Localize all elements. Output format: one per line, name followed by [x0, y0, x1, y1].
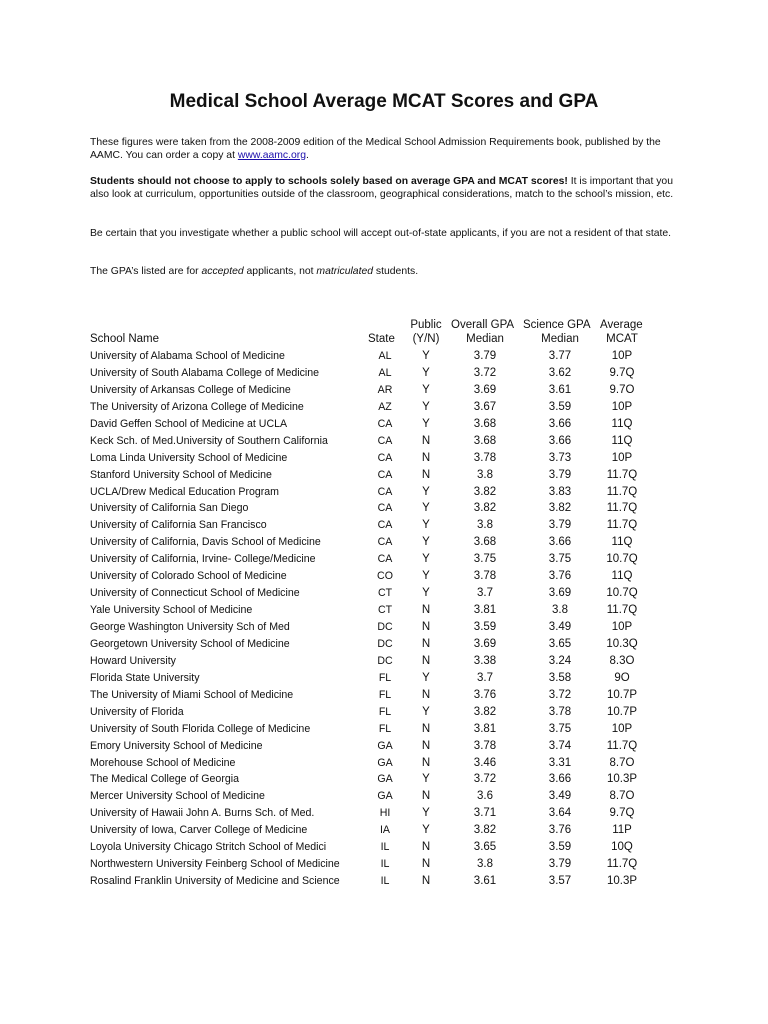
table-row [0, 399, 768, 416]
mcat-cell: 11.7Q [606, 739, 638, 752]
mcat-cell: 9O [614, 671, 630, 684]
state-cell: CA [377, 553, 393, 566]
header-overall-median: Median [466, 333, 504, 345]
public-cell: N [421, 756, 431, 769]
header-overall-gpa: Overall GPA [451, 319, 515, 331]
state-cell: CA [377, 417, 393, 430]
table-row [0, 755, 768, 772]
school-name-cell: The University of Miami School of Medicine [90, 688, 294, 701]
overall-gpa-cell: 3.67 [473, 400, 497, 413]
science-gpa-cell: 3.78 [548, 705, 572, 718]
mcat-cell: 10P [611, 350, 633, 362]
public-cell: N [421, 858, 431, 871]
public-cell: N [421, 451, 431, 464]
table-row [0, 517, 768, 534]
table-row [0, 805, 768, 822]
mcat-cell: 10.3P [606, 773, 638, 786]
state-cell: CA [377, 536, 393, 549]
school-name-cell: Emory University School of Medicine [90, 739, 263, 752]
overall-gpa-cell: 3.7 [477, 587, 493, 600]
mcat-cell: 9.7O [609, 383, 635, 396]
overall-gpa-cell: 3.68 [473, 536, 497, 549]
state-cell: DC [377, 637, 393, 650]
school-name-cell: University of Arkansas College of Medicine [90, 383, 291, 396]
table-row [0, 365, 768, 382]
overall-gpa-cell: 3.81 [473, 722, 497, 735]
table-row [0, 534, 768, 551]
overall-gpa-cell: 3.38 [473, 654, 497, 667]
mcat-cell: 8.7O [609, 756, 635, 769]
school-name-cell: University of Connecticut School of Medicine [90, 587, 300, 600]
header-public: Public [410, 319, 442, 331]
mcat-cell: 11Q [611, 570, 633, 583]
table-row [0, 738, 768, 755]
state-cell: CA [377, 485, 393, 498]
science-gpa-cell: 3.83 [548, 485, 572, 498]
overall-gpa-cell: 3.8 [477, 519, 493, 532]
mcat-cell: 11.7Q [606, 858, 638, 871]
public-cell: Y [422, 417, 430, 430]
science-gpa-cell: 3.74 [548, 739, 572, 752]
table-row [0, 873, 768, 890]
science-gpa-cell: 3.69 [548, 587, 572, 600]
overall-gpa-cell: 3.81 [473, 604, 497, 617]
school-name-cell: University of California San Diego [90, 502, 249, 515]
state-cell: HI [379, 807, 391, 820]
science-gpa-cell: 3.72 [548, 688, 572, 701]
science-gpa-cell: 3.66 [548, 434, 572, 447]
table-row [0, 602, 768, 619]
source-text: These figures were taken from the 2008-2009 edition of the Medical School Admission Requirements book, published by the AAMC. You can order a copy at [90, 137, 661, 161]
state-cell: GA [377, 739, 393, 752]
science-gpa-cell: 3.64 [548, 807, 572, 820]
mcat-cell: 10.3Q [606, 637, 638, 650]
table-row [0, 771, 768, 788]
table-row [0, 856, 768, 873]
school-name-cell: Georgetown University School of Medicine [90, 637, 290, 650]
mcat-cell: 10.7Q [606, 553, 638, 566]
public-cell: N [421, 604, 431, 617]
mcat-cell: 10.7P [606, 688, 638, 701]
mcat-cell: 10P [611, 400, 633, 413]
overall-gpa-cell: 3.72 [473, 366, 497, 379]
school-name-cell: Florida State University [90, 671, 200, 684]
mcat-cell: 10Q [611, 841, 633, 854]
overall-gpa-cell: 3.8 [477, 858, 493, 871]
school-name-cell: Mercer University School of Medicine [90, 790, 265, 803]
school-name-cell: Yale University School of Medicine [90, 604, 253, 617]
state-cell: IL [380, 858, 390, 871]
mcat-cell: 11.7Q [606, 468, 638, 481]
public-cell: Y [422, 553, 430, 566]
science-gpa-cell: 3.59 [548, 841, 572, 854]
state-cell: AR [377, 383, 393, 396]
science-gpa-cell: 3.73 [548, 451, 572, 464]
warning-paragraph [90, 176, 680, 201]
school-name-cell: Stanford University School of Medicine [90, 468, 272, 481]
overall-gpa-cell: 3.75 [473, 553, 497, 566]
mcat-cell: 11.7Q [606, 519, 638, 532]
public-cell: Y [422, 807, 430, 820]
science-gpa-cell: 3.79 [548, 519, 572, 532]
science-gpa-cell: 3.49 [548, 621, 572, 633]
gpa-note-matriculated: matriculated [316, 266, 374, 277]
overall-gpa-cell: 3.68 [473, 434, 497, 447]
state-cell: IL [380, 875, 390, 888]
state-cell: FL [378, 705, 392, 718]
state-cell: CA [377, 451, 393, 464]
science-gpa-cell: 3.79 [548, 468, 572, 481]
state-cell: AL [378, 366, 392, 379]
mcat-cell: 10P [611, 722, 633, 735]
science-gpa-cell: 3.31 [548, 756, 572, 769]
header-state: State [368, 333, 395, 345]
school-name-cell: George Washington University Sch of Med [90, 621, 290, 633]
overall-gpa-cell: 3.76 [473, 688, 497, 701]
table-row [0, 382, 768, 399]
public-cell: N [421, 621, 431, 633]
overall-gpa-cell: 3.69 [473, 383, 497, 396]
school-name-cell: The Medical College of Georgia [90, 773, 239, 786]
school-name-cell: University of California San Francisco [90, 519, 267, 532]
public-cell: Y [422, 400, 430, 413]
public-cell: Y [422, 587, 430, 600]
public-cell: N [421, 434, 431, 447]
header-average: Average [600, 319, 643, 331]
science-gpa-cell: 3.66 [548, 536, 572, 549]
table-row [0, 467, 768, 484]
science-gpa-cell: 3.65 [548, 637, 572, 650]
gpa-note-accepted: accepted [201, 266, 244, 277]
state-cell: GA [377, 756, 393, 769]
public-cell: Y [422, 502, 430, 515]
state-cell: CA [377, 434, 393, 447]
science-gpa-cell: 3.77 [548, 350, 572, 362]
state-cell: DC [377, 654, 393, 667]
overall-gpa-cell: 3.82 [473, 502, 497, 515]
overall-gpa-cell: 3.82 [473, 705, 497, 718]
overall-gpa-cell: 3.72 [473, 773, 497, 786]
header-yn: (Y/N) [412, 333, 440, 345]
public-cell: N [421, 875, 431, 888]
public-cell: Y [422, 383, 430, 396]
mcat-cell: 10.7Q [606, 587, 638, 600]
overall-gpa-cell: 3.78 [473, 451, 497, 464]
mcat-cell: 11Q [611, 417, 633, 430]
public-cell: Y [422, 824, 430, 837]
state-cell: DC [377, 621, 393, 633]
header-mcat: MCAT [606, 333, 638, 345]
public-cell: N [421, 841, 431, 854]
science-gpa-cell: 3.62 [548, 366, 572, 379]
state-cell: GA [377, 790, 393, 803]
table-row [0, 822, 768, 839]
school-name-cell: University of South Florida College of Medicine [90, 722, 311, 735]
table-row [0, 839, 768, 856]
school-name-cell: David Geffen School of Medicine at UCLA [90, 417, 288, 430]
page-title: Medical School Average MCAT Scores and GPA [169, 91, 599, 112]
table-row [0, 585, 768, 602]
overall-gpa-cell: 3.6 [477, 790, 493, 803]
state-cell: FL [378, 671, 392, 684]
state-cell: FL [378, 688, 392, 701]
mcat-cell: 8.3O [609, 654, 635, 667]
science-gpa-cell: 3.76 [548, 824, 572, 837]
overall-gpa-cell: 3.82 [473, 485, 497, 498]
school-name-cell: The University of Arizona College of Medicine [90, 400, 304, 413]
table-row [0, 568, 768, 585]
state-cell: CO [377, 570, 393, 583]
table-row [0, 450, 768, 467]
state-cell: GA [377, 773, 393, 786]
residency-paragraph: Be certain that you investigate whether a public school will accept out-of-state applicants, if you are not a resident of that state. [90, 228, 672, 239]
public-cell: Y [422, 570, 430, 583]
table-row [0, 416, 768, 433]
overall-gpa-cell: 3.46 [473, 756, 497, 769]
overall-gpa-cell: 3.8 [477, 468, 493, 481]
table-row [0, 551, 768, 568]
public-cell: N [421, 722, 431, 735]
mcat-cell: 9.7Q [609, 807, 635, 820]
mcat-cell: 10.7P [606, 705, 638, 718]
gpa-note-paragraph [90, 266, 680, 279]
school-name-cell: Northwestern University Feinberg School of Medicine [90, 858, 340, 871]
school-name-cell: Loyola University Chicago Stritch School of Medici [90, 841, 327, 854]
science-gpa-cell: 3.76 [548, 570, 572, 583]
state-cell: IA [379, 824, 390, 837]
school-name-cell: University of Colorado School of Medicine [90, 570, 287, 583]
mcat-cell: 11.7Q [606, 604, 638, 617]
overall-gpa-cell: 3.69 [473, 637, 497, 650]
mcat-cell: 11.7Q [606, 485, 638, 498]
overall-gpa-cell: 3.65 [473, 841, 497, 854]
aamc-link[interactable]: www.aamc.org [237, 149, 307, 161]
public-cell: Y [422, 485, 430, 498]
header-school-name: School Name [90, 333, 160, 345]
table-row [0, 636, 768, 653]
overall-gpa-cell: 3.68 [473, 417, 497, 430]
table-row [0, 653, 768, 670]
table-row [0, 721, 768, 738]
school-name-cell: University of South Alabama College of Medicine [90, 366, 320, 379]
state-cell: CA [377, 502, 393, 515]
overall-gpa-cell: 3.79 [473, 350, 497, 362]
mcat-cell: 11.7Q [606, 502, 638, 515]
warning-bold-text: Students should not choose to apply to schools solely based on average GPA and MCAT scores! [90, 176, 568, 187]
science-gpa-cell: 3.66 [548, 417, 572, 430]
science-gpa-cell: 3.57 [548, 875, 572, 888]
public-cell: Y [422, 519, 430, 532]
school-name-cell: University of Florida [90, 705, 184, 718]
school-name-cell: UCLA/Drew Medical Education Program [90, 485, 279, 498]
mcat-cell: 11Q [611, 536, 633, 549]
state-cell: FL [378, 722, 392, 735]
intro-source-paragraph [90, 137, 680, 162]
science-gpa-cell: 3.75 [548, 553, 572, 566]
mcat-cell: 8.7O [609, 790, 635, 803]
mcat-cell: 9.7Q [609, 366, 635, 379]
header-science-gpa: Science GPA [523, 319, 591, 331]
public-cell: N [421, 637, 431, 650]
science-gpa-cell: 3.49 [548, 790, 572, 803]
state-cell: IL [380, 841, 390, 854]
school-name-cell: Rosalind Franklin University of Medicine and Science [90, 875, 340, 888]
school-name-cell: University of Alabama School of Medicine [90, 350, 285, 362]
science-gpa-cell: 3.75 [548, 722, 572, 735]
school-name-cell: University of California, Irvine- College/Medicine [90, 553, 316, 566]
gpa-note-e: students. [373, 266, 419, 277]
public-cell: N [421, 654, 431, 667]
table-row [0, 433, 768, 450]
table-row [0, 704, 768, 721]
mcat-cell: 10P [611, 451, 633, 464]
header-science-median: Median [541, 333, 579, 345]
school-name-cell: University of Hawaii John A. Burns Sch. of Med. [90, 807, 315, 820]
science-gpa-cell: 3.8 [552, 604, 568, 617]
warning-rest-text: It is important that you also look at curriculum, opportunities outside of the classroom, geographical considerations, match to the school’s mission, etc. [90, 176, 674, 200]
public-cell: Y [422, 536, 430, 549]
public-cell: Y [422, 350, 430, 362]
public-cell: Y [422, 705, 430, 718]
science-gpa-cell: 3.79 [548, 858, 572, 871]
overall-gpa-cell: 3.61 [473, 875, 497, 888]
mcat-cell: 11Q [611, 434, 633, 447]
science-gpa-cell: 3.24 [548, 654, 572, 667]
school-name-cell: Loma Linda University School of Medicine [90, 451, 288, 464]
overall-gpa-cell: 3.59 [473, 621, 497, 633]
public-cell: N [421, 739, 431, 752]
overall-gpa-cell: 3.71 [473, 807, 497, 820]
table-row [0, 619, 768, 636]
table-row [0, 670, 768, 687]
public-cell: N [421, 688, 431, 701]
state-cell: CT [377, 604, 393, 617]
school-name-cell: Howard University [90, 654, 176, 667]
state-cell: AL [378, 350, 392, 362]
school-name-cell: University of Iowa, Carver College of Medicine [90, 824, 308, 837]
overall-gpa-cell: 3.82 [473, 824, 497, 837]
table-row [0, 687, 768, 704]
science-gpa-cell: 3.61 [548, 383, 572, 396]
school-table [0, 348, 768, 890]
school-name-cell: University of California, Davis School of Medicine [90, 536, 321, 549]
science-gpa-cell: 3.58 [548, 671, 572, 684]
state-cell: CA [377, 519, 393, 532]
overall-gpa-cell: 3.7 [477, 671, 493, 684]
mcat-cell: 10P [611, 621, 633, 633]
science-gpa-cell: 3.66 [548, 773, 572, 786]
overall-gpa-cell: 3.78 [473, 570, 497, 583]
table-row [0, 500, 768, 517]
state-cell: CT [377, 587, 393, 600]
gpa-note-a: The GPA’s listed are for [90, 266, 202, 277]
public-cell: Y [422, 366, 430, 379]
school-name-cell: Keck Sch. of Med.University of Southern California [90, 434, 328, 447]
state-cell: AZ [378, 400, 392, 413]
public-cell: N [421, 468, 431, 481]
mcat-cell: 10.3P [606, 875, 638, 888]
table-row [0, 348, 768, 365]
science-gpa-cell: 3.59 [548, 400, 572, 413]
public-cell: Y [422, 671, 430, 684]
overall-gpa-cell: 3.78 [473, 739, 497, 752]
source-text-end: . [306, 149, 309, 161]
science-gpa-cell: 3.82 [548, 502, 572, 515]
table-row [0, 484, 768, 501]
mcat-cell: 11P [612, 824, 632, 837]
school-name-cell: Morehouse School of Medicine [90, 756, 236, 769]
public-cell: N [421, 790, 431, 803]
state-cell: CA [377, 468, 393, 481]
public-cell: Y [422, 773, 430, 786]
table-row [0, 788, 768, 805]
gpa-note-c: applicants, not [243, 266, 317, 277]
